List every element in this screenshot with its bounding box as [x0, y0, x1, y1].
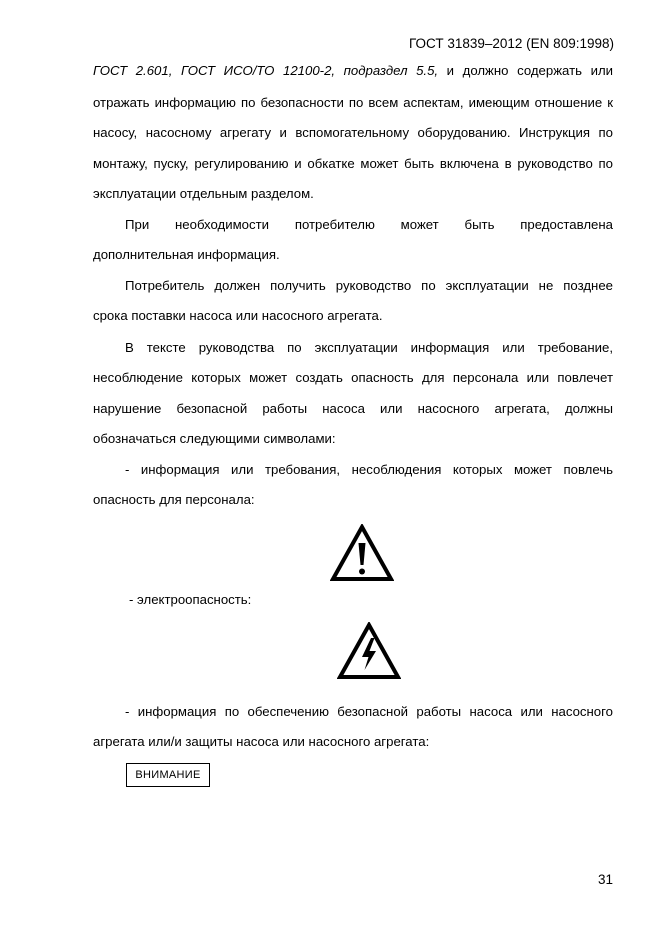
paragraph1-line1: [93, 62, 613, 80]
item3-line1: - информация по обеспечению безопасной работы насоса или насосного: [125, 704, 613, 719]
item1-line2: опасность для персонала:: [93, 492, 255, 507]
paragraph3-line2: срока поставки насоса или насосного агрегата.: [93, 308, 383, 323]
paragraph4-line4: обозначаться следующими символами:: [93, 431, 336, 446]
page-number: 31: [597, 872, 613, 887]
paragraph1-line2: отражать информацию по безопасности по всем аспектам, имеющим отношение к: [93, 95, 613, 110]
notice-box: [126, 763, 210, 787]
paragraph4-line3: нарушение безопасной работы насоса или насосного агрегата, должны: [93, 401, 613, 416]
paragraph3-line1: Потребитель должен получить руководство по эксплуатации не позднее: [125, 278, 613, 293]
standard-references: ГОСТ 2.601, ГОСТ ИСО/ТО 12100-2, подраздел 5.5,: [93, 63, 439, 78]
paragraph4-line1: В тексте руководства по эксплуатации информация или требование,: [125, 340, 613, 355]
item2-text: - электроопасность:: [129, 592, 252, 607]
general-warning-icon: [330, 524, 394, 582]
paragraph4-line2: несоблюдение которых может создать опасность для персонала или повлечет: [93, 370, 613, 385]
paragraph2-line1: При необходимости потребителю может быть предоставлена: [125, 217, 613, 232]
paragraph1-line3: насосу, насосному агрегату и вспомогательному оборудованию. Инструкция по: [93, 125, 613, 140]
notice-label: ВНИМАНИЕ: [135, 769, 201, 781]
item1-line1: - информация или требования, несоблюдения которых может повлечь: [125, 462, 613, 477]
item3-line2: агрегата или/и защиты насоса или насосного агрегата:: [93, 734, 430, 749]
paragraph2-line2: дополнительная информация.: [93, 247, 280, 262]
document-header: ГОСТ 31839–2012 (EN 809:1998): [409, 36, 614, 51]
paragraph1-line5: эксплуатации отдельным разделом.: [93, 186, 314, 201]
paragraph1-line1-rest: и должно содержать или: [438, 63, 614, 78]
electrical-hazard-icon: [337, 622, 401, 680]
paragraph1-line4: монтажу, пуску, регулированию и обкатке может быть включена в руководство по: [93, 156, 613, 171]
